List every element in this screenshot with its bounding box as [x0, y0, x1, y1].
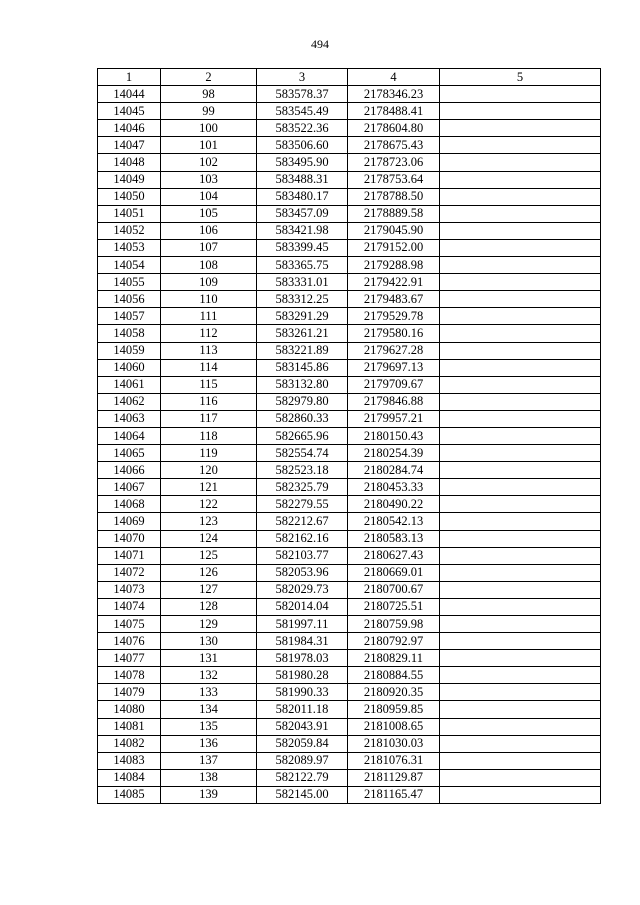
- point-id-cell: 14071: [98, 547, 161, 564]
- y-coordinate-cell: 2180884.55: [348, 667, 440, 684]
- table-row: [98, 547, 601, 564]
- x-coordinate-cell: 582122.79: [257, 769, 348, 786]
- x-coordinate-cell: 583421.98: [257, 222, 348, 239]
- note-cell: [440, 718, 601, 735]
- y-coordinate-cell: 2179422.91: [348, 274, 440, 291]
- header-cell-1: 1: [98, 69, 161, 86]
- point-id-cell: 14050: [98, 188, 161, 205]
- note-cell: [440, 530, 601, 547]
- x-coordinate-cell: 582014.04: [257, 598, 348, 615]
- x-coordinate-cell: 582279.55: [257, 496, 348, 513]
- point-id-cell: 14065: [98, 445, 161, 462]
- point-number-cell: 138: [161, 769, 257, 786]
- note-cell: [440, 86, 601, 103]
- point-number-cell: 104: [161, 188, 257, 205]
- point-id-cell: 14070: [98, 530, 161, 547]
- table-row: [98, 530, 601, 547]
- point-id-cell: 14054: [98, 257, 161, 274]
- table-row: [98, 564, 601, 581]
- note-cell: [440, 496, 601, 513]
- x-coordinate-cell: 582059.84: [257, 735, 348, 752]
- table-row: [98, 616, 601, 633]
- point-id-cell: 14055: [98, 274, 161, 291]
- x-coordinate-cell: 583488.31: [257, 171, 348, 188]
- point-id-cell: 14047: [98, 137, 161, 154]
- point-id-cell: 14045: [98, 103, 161, 120]
- point-id-cell: 14060: [98, 359, 161, 376]
- table-row: [98, 769, 601, 786]
- y-coordinate-cell: 2180542.13: [348, 513, 440, 530]
- x-coordinate-cell: 582212.67: [257, 513, 348, 530]
- note-cell: [440, 222, 601, 239]
- x-coordinate-cell: 583132.80: [257, 376, 348, 393]
- note-cell: [440, 274, 601, 291]
- note-cell: [440, 376, 601, 393]
- table-row: [98, 257, 601, 274]
- table-row: [98, 684, 601, 701]
- note-cell: [440, 479, 601, 496]
- x-coordinate-cell: 582325.79: [257, 479, 348, 496]
- x-coordinate-cell: 581997.11: [257, 616, 348, 633]
- point-id-cell: 14072: [98, 564, 161, 581]
- x-coordinate-cell: 583261.21: [257, 325, 348, 342]
- note-cell: [440, 308, 601, 325]
- header-cell-4: 4: [348, 69, 440, 86]
- y-coordinate-cell: 2180920.35: [348, 684, 440, 701]
- y-coordinate-cell: 2179529.78: [348, 308, 440, 325]
- x-coordinate-cell: 583545.49: [257, 103, 348, 120]
- point-id-cell: 14081: [98, 718, 161, 735]
- point-number-cell: 109: [161, 274, 257, 291]
- y-coordinate-cell: 2179152.00: [348, 239, 440, 256]
- point-id-cell: 14079: [98, 684, 161, 701]
- x-coordinate-cell: 583291.29: [257, 308, 348, 325]
- table-row: [98, 154, 601, 171]
- point-number-cell: 125: [161, 547, 257, 564]
- point-number-cell: 108: [161, 257, 257, 274]
- table-row: [98, 786, 601, 803]
- x-coordinate-cell: 582523.18: [257, 462, 348, 479]
- y-coordinate-cell: 2179580.16: [348, 325, 440, 342]
- point-number-cell: 100: [161, 120, 257, 137]
- point-id-cell: 14073: [98, 581, 161, 598]
- table-row: [98, 496, 601, 513]
- x-coordinate-cell: 581990.33: [257, 684, 348, 701]
- y-coordinate-cell: 2180627.43: [348, 547, 440, 564]
- point-id-cell: 14069: [98, 513, 161, 530]
- point-id-cell: 14051: [98, 205, 161, 222]
- point-number-cell: 131: [161, 650, 257, 667]
- point-number-cell: 103: [161, 171, 257, 188]
- point-number-cell: 121: [161, 479, 257, 496]
- point-number-cell: 106: [161, 222, 257, 239]
- note-cell: [440, 513, 601, 530]
- note-cell: [440, 291, 601, 308]
- table-row: [98, 359, 601, 376]
- table-row: [98, 120, 601, 137]
- y-coordinate-cell: 2180725.51: [348, 598, 440, 615]
- point-id-cell: 14084: [98, 769, 161, 786]
- y-coordinate-cell: 2180583.13: [348, 530, 440, 547]
- x-coordinate-cell: 583522.36: [257, 120, 348, 137]
- y-coordinate-cell: 2179045.90: [348, 222, 440, 239]
- point-number-cell: 112: [161, 325, 257, 342]
- y-coordinate-cell: 2178488.41: [348, 103, 440, 120]
- x-coordinate-cell: 583312.25: [257, 291, 348, 308]
- y-coordinate-cell: 2178788.50: [348, 188, 440, 205]
- x-coordinate-cell: 583145.86: [257, 359, 348, 376]
- y-coordinate-cell: 2180669.01: [348, 564, 440, 581]
- table-body: [98, 86, 601, 804]
- point-number-cell: 101: [161, 137, 257, 154]
- point-id-cell: 14063: [98, 410, 161, 427]
- point-number-cell: 130: [161, 633, 257, 650]
- y-coordinate-cell: 2179288.98: [348, 257, 440, 274]
- x-coordinate-cell: 583495.90: [257, 154, 348, 171]
- y-coordinate-cell: 2179627.28: [348, 342, 440, 359]
- note-cell: [440, 393, 601, 410]
- y-coordinate-cell: 2180829.11: [348, 650, 440, 667]
- point-id-cell: 14064: [98, 427, 161, 444]
- y-coordinate-cell: 2180792.97: [348, 633, 440, 650]
- table-row: [98, 752, 601, 769]
- y-coordinate-cell: 2179697.13: [348, 359, 440, 376]
- x-coordinate-cell: 581980.28: [257, 667, 348, 684]
- note-cell: [440, 701, 601, 718]
- point-number-cell: 114: [161, 359, 257, 376]
- table-row: [98, 581, 601, 598]
- x-coordinate-cell: 583331.01: [257, 274, 348, 291]
- point-number-cell: 113: [161, 342, 257, 359]
- point-number-cell: 120: [161, 462, 257, 479]
- point-id-cell: 14076: [98, 633, 161, 650]
- table-row: [98, 376, 601, 393]
- x-coordinate-cell: 582029.73: [257, 581, 348, 598]
- point-number-cell: 132: [161, 667, 257, 684]
- note-cell: [440, 786, 601, 803]
- note-cell: [440, 171, 601, 188]
- point-number-cell: 122: [161, 496, 257, 513]
- y-coordinate-cell: 2180284.74: [348, 462, 440, 479]
- point-id-cell: 14083: [98, 752, 161, 769]
- point-number-cell: 128: [161, 598, 257, 615]
- table-row: [98, 410, 601, 427]
- y-coordinate-cell: 2178889.58: [348, 205, 440, 222]
- note-cell: [440, 410, 601, 427]
- table-row: [98, 427, 601, 444]
- point-id-cell: 14057: [98, 308, 161, 325]
- point-number-cell: 127: [161, 581, 257, 598]
- point-id-cell: 14049: [98, 171, 161, 188]
- y-coordinate-cell: 2180700.67: [348, 581, 440, 598]
- y-coordinate-cell: 2179709.67: [348, 376, 440, 393]
- y-coordinate-cell: 2180490.22: [348, 496, 440, 513]
- table-row: [98, 513, 601, 530]
- note-cell: [440, 188, 601, 205]
- point-number-cell: 124: [161, 530, 257, 547]
- header-cell-5: 5: [440, 69, 601, 86]
- point-number-cell: 116: [161, 393, 257, 410]
- y-coordinate-cell: 2179483.67: [348, 291, 440, 308]
- table-row: [98, 205, 601, 222]
- table-row: [98, 598, 601, 615]
- table-row: [98, 171, 601, 188]
- point-number-cell: 110: [161, 291, 257, 308]
- note-cell: [440, 103, 601, 120]
- note-cell: [440, 667, 601, 684]
- table-row: [98, 291, 601, 308]
- table-row: [98, 701, 601, 718]
- point-id-cell: 14067: [98, 479, 161, 496]
- note-cell: [440, 684, 601, 701]
- point-id-cell: 14080: [98, 701, 161, 718]
- point-id-cell: 14061: [98, 376, 161, 393]
- table-row: [98, 274, 601, 291]
- point-id-cell: 14052: [98, 222, 161, 239]
- x-coordinate-cell: 582979.80: [257, 393, 348, 410]
- table-row: [98, 735, 601, 752]
- point-number-cell: 115: [161, 376, 257, 393]
- table-row: [98, 103, 601, 120]
- point-number-cell: 134: [161, 701, 257, 718]
- note-cell: [440, 325, 601, 342]
- table-row: [98, 86, 601, 103]
- note-cell: [440, 342, 601, 359]
- x-coordinate-cell: 581978.03: [257, 650, 348, 667]
- point-id-cell: 14082: [98, 735, 161, 752]
- note-cell: [440, 547, 601, 564]
- x-coordinate-cell: 581984.31: [257, 633, 348, 650]
- table-row: [98, 222, 601, 239]
- x-coordinate-cell: 582162.16: [257, 530, 348, 547]
- point-number-cell: 133: [161, 684, 257, 701]
- table-row: [98, 650, 601, 667]
- coordinates-table: [97, 68, 601, 804]
- x-coordinate-cell: 582860.33: [257, 410, 348, 427]
- note-cell: [440, 120, 601, 137]
- y-coordinate-cell: 2178675.43: [348, 137, 440, 154]
- point-id-cell: 14046: [98, 120, 161, 137]
- point-number-cell: 117: [161, 410, 257, 427]
- note-cell: [440, 205, 601, 222]
- header-row: [98, 69, 601, 86]
- y-coordinate-cell: 2178753.64: [348, 171, 440, 188]
- note-cell: [440, 581, 601, 598]
- table-row: [98, 188, 601, 205]
- point-id-cell: 14044: [98, 86, 161, 103]
- point-id-cell: 14062: [98, 393, 161, 410]
- point-number-cell: 129: [161, 616, 257, 633]
- point-id-cell: 14058: [98, 325, 161, 342]
- x-coordinate-cell: 583457.09: [257, 205, 348, 222]
- note-cell: [440, 239, 601, 256]
- x-coordinate-cell: 583365.75: [257, 257, 348, 274]
- note-cell: [440, 445, 601, 462]
- table-row: [98, 308, 601, 325]
- x-coordinate-cell: 583480.17: [257, 188, 348, 205]
- point-number-cell: 111: [161, 308, 257, 325]
- y-coordinate-cell: 2178723.06: [348, 154, 440, 171]
- y-coordinate-cell: 2179846.88: [348, 393, 440, 410]
- note-cell: [440, 427, 601, 444]
- point-id-cell: 14074: [98, 598, 161, 615]
- table-row: [98, 393, 601, 410]
- point-number-cell: 126: [161, 564, 257, 581]
- y-coordinate-cell: 2180959.85: [348, 701, 440, 718]
- y-coordinate-cell: 2181076.31: [348, 752, 440, 769]
- point-id-cell: 14056: [98, 291, 161, 308]
- table-row: [98, 325, 601, 342]
- point-number-cell: 98: [161, 86, 257, 103]
- point-id-cell: 14068: [98, 496, 161, 513]
- point-number-cell: 139: [161, 786, 257, 803]
- point-number-cell: 105: [161, 205, 257, 222]
- note-cell: [440, 650, 601, 667]
- note-cell: [440, 564, 601, 581]
- x-coordinate-cell: 582145.00: [257, 786, 348, 803]
- y-coordinate-cell: 2180453.33: [348, 479, 440, 496]
- point-id-cell: 14085: [98, 786, 161, 803]
- y-coordinate-cell: 2181165.47: [348, 786, 440, 803]
- page-number: 494: [311, 37, 329, 51]
- point-id-cell: 14059: [98, 342, 161, 359]
- note-cell: [440, 154, 601, 171]
- table-row: [98, 342, 601, 359]
- point-number-cell: 135: [161, 718, 257, 735]
- note-cell: [440, 769, 601, 786]
- y-coordinate-cell: 2180150.43: [348, 427, 440, 444]
- note-cell: [440, 633, 601, 650]
- point-number-cell: 137: [161, 752, 257, 769]
- point-id-cell: 14053: [98, 239, 161, 256]
- table-row: [98, 667, 601, 684]
- table-row: [98, 479, 601, 496]
- table-row: [98, 445, 601, 462]
- x-coordinate-cell: 583578.37: [257, 86, 348, 103]
- point-number-cell: 99: [161, 103, 257, 120]
- point-id-cell: 14066: [98, 462, 161, 479]
- table-row: [98, 239, 601, 256]
- x-coordinate-cell: 582554.74: [257, 445, 348, 462]
- point-number-cell: 123: [161, 513, 257, 530]
- y-coordinate-cell: 2180254.39: [348, 445, 440, 462]
- note-cell: [440, 752, 601, 769]
- table-row: [98, 137, 601, 154]
- x-coordinate-cell: 583506.60: [257, 137, 348, 154]
- point-number-cell: 107: [161, 239, 257, 256]
- point-number-cell: 118: [161, 427, 257, 444]
- x-coordinate-cell: 582053.96: [257, 564, 348, 581]
- table-row: [98, 633, 601, 650]
- point-number-cell: 102: [161, 154, 257, 171]
- x-coordinate-cell: 582043.91: [257, 718, 348, 735]
- note-cell: [440, 598, 601, 615]
- x-coordinate-cell: 583399.45: [257, 239, 348, 256]
- note-cell: [440, 735, 601, 752]
- point-number-cell: 119: [161, 445, 257, 462]
- x-coordinate-cell: 582103.77: [257, 547, 348, 564]
- note-cell: [440, 616, 601, 633]
- y-coordinate-cell: 2178604.80: [348, 120, 440, 137]
- note-cell: [440, 462, 601, 479]
- point-id-cell: 14078: [98, 667, 161, 684]
- point-id-cell: 14075: [98, 616, 161, 633]
- x-coordinate-cell: 582665.96: [257, 427, 348, 444]
- y-coordinate-cell: 2178346.23: [348, 86, 440, 103]
- y-coordinate-cell: 2181008.65: [348, 718, 440, 735]
- note-cell: [440, 359, 601, 376]
- y-coordinate-cell: 2181129.87: [348, 769, 440, 786]
- table-row: [98, 462, 601, 479]
- note-cell: [440, 137, 601, 154]
- y-coordinate-cell: 2179957.21: [348, 410, 440, 427]
- x-coordinate-cell: 582089.97: [257, 752, 348, 769]
- header-cell-2: 2: [161, 69, 257, 86]
- note-cell: [440, 257, 601, 274]
- table-row: [98, 718, 601, 735]
- point-id-cell: 14048: [98, 154, 161, 171]
- header-cell-3: 3: [257, 69, 348, 86]
- x-coordinate-cell: 583221.89: [257, 342, 348, 359]
- point-id-cell: 14077: [98, 650, 161, 667]
- y-coordinate-cell: 2180759.98: [348, 616, 440, 633]
- y-coordinate-cell: 2181030.03: [348, 735, 440, 752]
- point-number-cell: 136: [161, 735, 257, 752]
- x-coordinate-cell: 582011.18: [257, 701, 348, 718]
